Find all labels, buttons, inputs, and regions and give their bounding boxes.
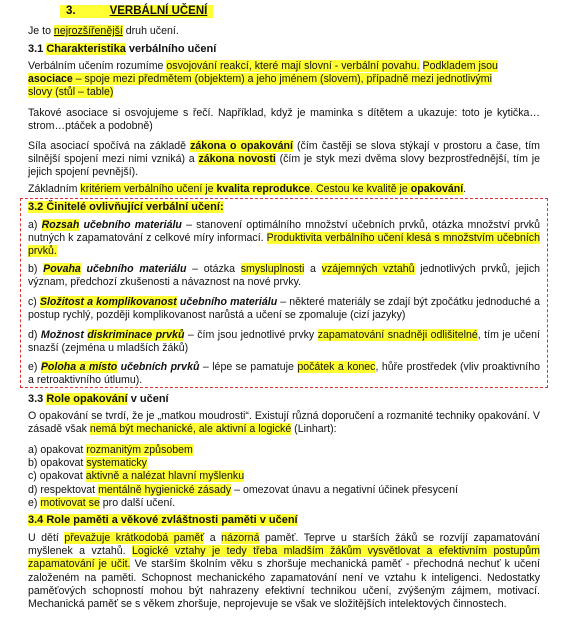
highlight-run: Produktivita verbálního učení klesá s množstvím učebních prvků.: [28, 232, 540, 258]
highlight-run: převažuje krátkodobá paměť: [64, 532, 205, 544]
list-item: [28, 470, 540, 483]
section-3-2-heading: [28, 201, 540, 214]
section-3-1-highlight: Charakteristika: [46, 43, 126, 55]
text-run: Síla asociací spočívá na základě: [28, 140, 191, 152]
highlight-run: nemá být mechanické, ale aktivní a logické: [89, 423, 292, 436]
highlight-run: systematicky: [86, 457, 147, 470]
highlight-bold-run: zákona o opakování: [190, 140, 293, 152]
highlight-run: slovy (stůl – table): [28, 86, 114, 99]
highlight-run: Podkladem jsou: [422, 60, 498, 72]
text-run: Verbálním učením rozumíme: [28, 60, 167, 72]
highlight-keyword: Povaha: [43, 263, 81, 275]
list-item: [28, 497, 540, 510]
text-run: – stanovení optimálního množství učebních prvků, otázka množství prvků nutných k zapamatování z celkové míry informací.: [28, 219, 540, 245]
highlight-keyword: Složitost a komplikovanost: [39, 296, 177, 308]
section-3-4-heading: [28, 514, 540, 527]
list-item: [28, 444, 540, 457]
text-run: – omezovat únavu a negativní účinek přesycení: [231, 483, 458, 496]
text-run: (čím častěji se slova stýkají v prostoru a čase, tím silnější spojení mezi nimi vzniká) a: [28, 140, 540, 166]
section-3-1-title-rest: verbálního učení: [125, 43, 217, 55]
highlight-run: motivovat se: [40, 496, 100, 509]
text-run: .: [463, 183, 467, 195]
factor-c: [28, 296, 540, 322]
text-run: c) opakovat: [28, 470, 86, 483]
section-3-3-heading: [28, 393, 540, 406]
keyword: učebních prvků: [117, 361, 200, 373]
section-3-1-paragraph-4: [28, 183, 540, 196]
factor-e: [28, 361, 540, 387]
text-run: pro další učení.: [99, 496, 176, 509]
item-marker: c): [28, 296, 40, 308]
text-run: – čím jsou jednotlivé prvky: [184, 329, 318, 341]
text-run: Základním: [28, 183, 81, 195]
text-run: b) opakovat: [28, 457, 87, 470]
highlight-run: Logické vztahy je tedy třeba mladším žákům vysvětlovat a efektivním postupům zapamatování je učit.: [28, 545, 540, 571]
text-run: – lépe se pamatuje: [199, 361, 298, 373]
intro-text-end: druh učení.: [122, 25, 179, 37]
highlight-run: osvojování reakcí, které mají slovní - verbální povahu.: [166, 60, 420, 72]
text-run: a: [304, 263, 322, 275]
chapter-number: 3.: [66, 5, 76, 17]
text-run: paměť. Teprve u starších žáků se rozvíjí zapamatování myšlenek a vztahů.: [28, 532, 540, 558]
section-3-4-title: 3.4 Role paměti a věkové zvláštnosti paměti v učení: [28, 514, 298, 526]
text-run: – otázka: [186, 263, 241, 275]
keyword: Možnost: [40, 329, 88, 341]
section-3-4-paragraph: [28, 532, 540, 611]
text-run: – některé materiály se zdají být zpočátku jednoduché a postup rychlý, později komplikovanost narůstá a učení se zpomaluje (cizí jazyky): [28, 296, 540, 322]
chapter-title: VERBÁLNÍ UČENÍ: [109, 5, 208, 17]
text-run: (Linhart):: [291, 423, 337, 436]
text-run: a) opakovat: [28, 444, 87, 456]
highlight-keyword: Poloha a místo: [40, 361, 118, 373]
text-run: Ve starším školním věku s zhoršuje mechanická paměť - přechodná nechuť k učení založeném na paměti. Schopnost mechanického zapamatování není ve vztahu k inteligenci. Nedostatky paměťových schopností mohou být nahrazeny efektivní technikou učení, zvýšeným zájmem, motivací. Mechanická paměť se s věkem zhoršuje, neprojevuje se však ve složitějších intelektových činnostech.: [28, 558, 541, 611]
section-3-1-paragraph-1: [28, 60, 540, 100]
factor-a: [28, 219, 540, 259]
highlight-keyword: Rozsah: [41, 219, 80, 231]
highlight-run: vzájemných vztahů: [321, 263, 415, 275]
highlight-run: názorná: [221, 532, 260, 544]
highlight-run: rozmanitým způsobem: [86, 444, 193, 456]
section-3-3-number: 3.3: [28, 393, 47, 405]
list-item: [28, 457, 540, 470]
factor-b: [28, 263, 540, 289]
highlight-run: – spoje mezi předmětem (objektem) a jeho jménem (slovem), případně mezi jednotlivými: [72, 73, 492, 86]
highlight-keyword: diskriminace prvků: [87, 329, 185, 341]
highlight-bold-run: zákona novosti: [198, 153, 276, 166]
keyword: učebního materiálu: [176, 296, 278, 308]
chapter-heading: [60, 5, 213, 18]
factor-d: [28, 329, 540, 355]
text-run: a: [204, 532, 222, 544]
text-run: , tím je učení snazší (zejména u mladších žáků): [28, 329, 540, 355]
section-3-1-paragraph-2: Takové asociace si osvojujeme s řečí. Například, když je maminka s dítětem a ukazuje: toto je kytička…strom…ptáček a podobně): [28, 107, 540, 133]
text-run: d) respektovat: [28, 483, 99, 496]
keyword: učebního materiálu: [79, 219, 182, 231]
keyword: učebního materiálu: [80, 263, 187, 275]
repetition-list: [28, 444, 540, 510]
highlight-run: smysluplnosti: [240, 263, 305, 275]
highlight-run: kritériem verbálního učení je: [80, 183, 217, 195]
item-marker: a): [28, 219, 42, 231]
section-3-1-heading: [28, 43, 540, 56]
item-marker: b): [28, 263, 44, 275]
highlight-bold-run: asociace: [28, 73, 73, 86]
text-run: e): [28, 496, 41, 509]
section-3-3-paragraph: [28, 410, 540, 436]
section-3-3-highlight: Role opakování: [46, 393, 128, 405]
highlight-bold-run: opakování: [410, 183, 464, 195]
section-3-3-title-rest: v učení: [127, 393, 169, 405]
highlight-bold-run: kvalita reprodukce: [216, 183, 311, 195]
text-run: O opakování se tvrdí, že je „matkou moudrosti“. Existují různá doporučení a rozmanité techniky opakování. V zásadě však: [28, 410, 540, 436]
intro-highlight: nejrozšířenější: [53, 25, 123, 37]
section-3-1-paragraph-3: [28, 140, 540, 180]
item-marker: d): [28, 329, 41, 341]
highlight-run: počátek a konec: [297, 361, 376, 373]
highlight-run: mentálně hygienické zásady: [98, 483, 232, 496]
intro-line: [28, 25, 540, 38]
highlight-run: . Cestou ke kvalitě je: [310, 183, 411, 195]
text-run: (čím je styk mezi dvěma slovy bezprostřednější, tím je jejich spojení pevnější).: [28, 153, 540, 179]
highlight-run: aktivně a nalézat hlavní myšlenku: [85, 470, 245, 483]
intro-text: Je to: [28, 25, 54, 37]
text-run: jednotlivých prvků, jejich význam, předchozí zkušenosti a návaznost na nové prvky.: [28, 263, 541, 289]
text-run: , hůře prostředek (vliv proaktivního a retroaktivního útlumu).: [28, 361, 540, 387]
list-item: [28, 484, 540, 497]
section-3-2-title: 3.2 Činitelé ovlivňující verbální učení:: [28, 201, 224, 213]
item-marker: e): [28, 361, 41, 373]
highlight-run: zapamatování snadněji odlišitelné: [317, 329, 478, 341]
text-run: U dětí: [28, 532, 65, 544]
section-3-1-number: 3.1: [28, 43, 47, 55]
